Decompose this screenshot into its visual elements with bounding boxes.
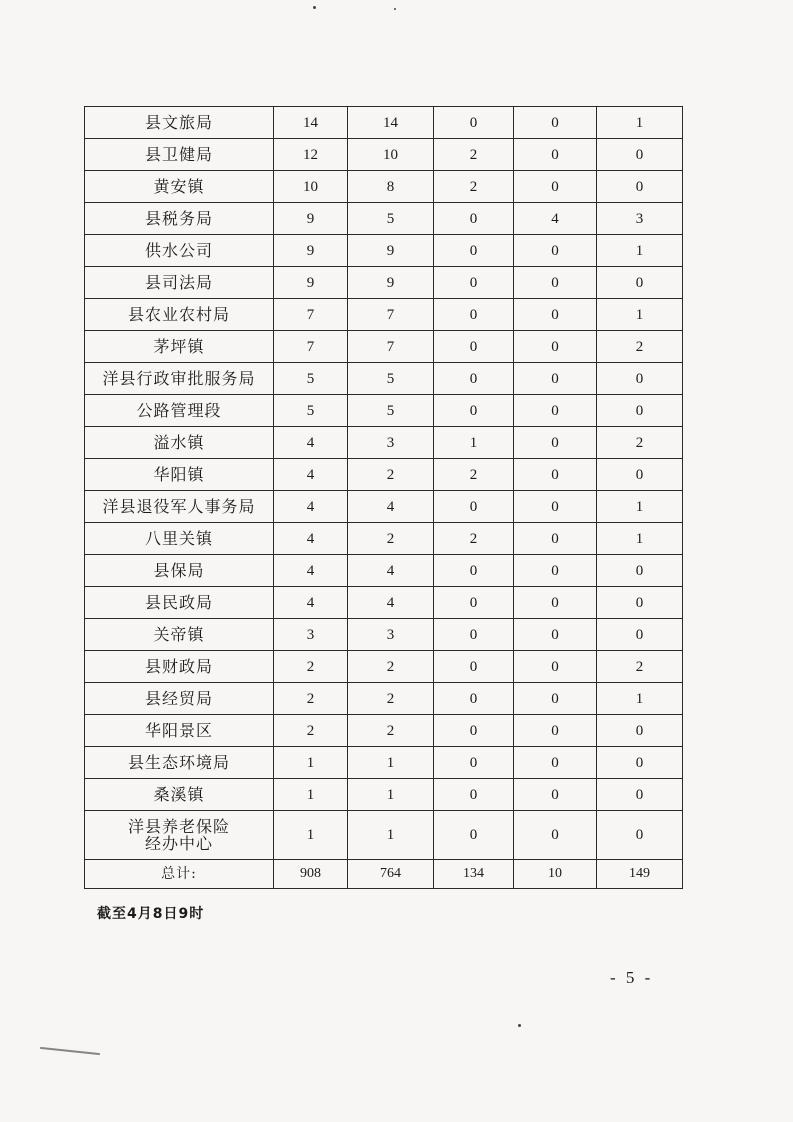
scan-stroke-mark (40, 1047, 100, 1055)
table-row (85, 427, 683, 459)
value-cell-c4: 0 (514, 395, 597, 427)
unit-name-line: 供水公司 (144, 241, 213, 260)
value-cell-c1: 9 (274, 203, 348, 235)
value-cell-c5: 0 (597, 171, 683, 203)
total-row (85, 860, 683, 889)
value-cell-c3: 0 (434, 555, 514, 587)
value-cell-c2: 9 (348, 235, 434, 267)
unit-name-line: 县文旅局 (144, 113, 213, 132)
total-label-cell: 总计: (85, 860, 274, 889)
value-cell-c5: 1 (597, 107, 683, 139)
value-cell-c3: 0 (434, 747, 514, 779)
value-cell-c2: 9 (348, 267, 434, 299)
value-cell-c4: 0 (514, 811, 597, 860)
value-cell-c4: 0 (514, 171, 597, 203)
unit-name-line: 县民政局 (144, 593, 213, 612)
unit-name-line: 洋县行政审批服务局 (102, 369, 256, 388)
unit-name-line: 经办中心 (144, 834, 213, 853)
value-cell-c5: 0 (597, 779, 683, 811)
unit-name-line: 关帝镇 (153, 625, 205, 644)
table-row (85, 395, 683, 427)
value-cell-c3: 0 (434, 491, 514, 523)
value-cell-c1: 14 (274, 107, 348, 139)
value-cell-c1: 1 (274, 747, 348, 779)
cutoff-time-note: 截至4月8日9时 (97, 906, 205, 922)
unit-name-cell (85, 491, 274, 523)
value-cell-c2: 14 (348, 107, 434, 139)
value-cell-c5: 1 (597, 299, 683, 331)
value-cell-c1: 4 (274, 587, 348, 619)
unit-name-cell (85, 651, 274, 683)
unit-name-cell (85, 459, 274, 491)
value-cell-c1: 10 (274, 171, 348, 203)
table-row (85, 715, 683, 747)
total-value-cell-c2: 764 (348, 860, 434, 889)
value-cell-c3: 2 (434, 523, 514, 555)
statistics-table (84, 106, 683, 889)
value-cell-c5: 2 (597, 651, 683, 683)
value-cell-c4: 0 (514, 299, 597, 331)
value-cell-c4: 0 (514, 107, 597, 139)
table-row (85, 747, 683, 779)
value-cell-c3: 0 (434, 651, 514, 683)
unit-name-cell (85, 555, 274, 587)
value-cell-c4: 0 (514, 651, 597, 683)
unit-name-cell (85, 427, 274, 459)
unit-name-line: 洋县养老保险 (127, 817, 230, 836)
value-cell-c4: 0 (514, 331, 597, 363)
value-cell-c1: 4 (274, 523, 348, 555)
table-row (85, 203, 683, 235)
value-cell-c5: 1 (597, 523, 683, 555)
unit-name-line: 华阳景区 (144, 721, 213, 740)
unit-name-line: 茅坪镇 (153, 337, 205, 356)
value-cell-c5: 0 (597, 715, 683, 747)
unit-name-line: 县财政局 (144, 657, 213, 676)
value-cell-c4: 4 (514, 203, 597, 235)
unit-name-line: 县保局 (153, 561, 205, 580)
value-cell-c1: 2 (274, 715, 348, 747)
value-cell-c3: 2 (434, 139, 514, 171)
value-cell-c3: 0 (434, 683, 514, 715)
value-cell-c4: 0 (514, 459, 597, 491)
value-cell-c1: 5 (274, 363, 348, 395)
unit-name-line: 八里关镇 (144, 529, 213, 548)
value-cell-c4: 0 (514, 619, 597, 651)
value-cell-c5: 0 (597, 459, 683, 491)
unit-name-line: 桑溪镇 (153, 785, 205, 804)
unit-name-cell (85, 683, 274, 715)
value-cell-c1: 9 (274, 235, 348, 267)
value-cell-c2: 10 (348, 139, 434, 171)
unit-name-cell (85, 235, 274, 267)
total-value-cell-c4: 10 (514, 860, 597, 889)
value-cell-c1: 4 (274, 491, 348, 523)
value-cell-c2: 7 (348, 331, 434, 363)
value-cell-c4: 0 (514, 715, 597, 747)
table-row (85, 139, 683, 171)
table-row (85, 267, 683, 299)
unit-name-line: 县经贸局 (144, 689, 213, 708)
value-cell-c3: 0 (434, 715, 514, 747)
value-cell-c2: 1 (348, 811, 434, 860)
value-cell-c3: 2 (434, 171, 514, 203)
unit-name-cell (85, 107, 274, 139)
unit-name-cell (85, 523, 274, 555)
value-cell-c3: 0 (434, 331, 514, 363)
value-cell-c5: 1 (597, 491, 683, 523)
unit-name-line: 县司法局 (144, 273, 213, 292)
value-cell-c4: 0 (514, 683, 597, 715)
unit-name-line: 县卫健局 (144, 145, 213, 164)
value-cell-c1: 3 (274, 619, 348, 651)
unit-name-line: 洋县退役军人事务局 (102, 497, 256, 516)
value-cell-c4: 0 (514, 427, 597, 459)
unit-name-line: 县农业农村局 (127, 305, 230, 324)
value-cell-c3: 1 (434, 427, 514, 459)
value-cell-c1: 4 (274, 555, 348, 587)
value-cell-c1: 2 (274, 683, 348, 715)
table-row (85, 811, 683, 860)
value-cell-c3: 2 (434, 459, 514, 491)
value-cell-c5: 0 (597, 395, 683, 427)
value-cell-c3: 0 (434, 811, 514, 860)
table-row (85, 523, 683, 555)
value-cell-c5: 0 (597, 619, 683, 651)
value-cell-c3: 0 (434, 235, 514, 267)
scan-speck (394, 8, 396, 10)
unit-name-cell (85, 779, 274, 811)
unit-name-cell (85, 747, 274, 779)
value-cell-c4: 0 (514, 523, 597, 555)
table-row (85, 683, 683, 715)
value-cell-c3: 0 (434, 267, 514, 299)
unit-name-cell (85, 203, 274, 235)
unit-name-cell (85, 331, 274, 363)
value-cell-c2: 4 (348, 587, 434, 619)
value-cell-c1: 5 (274, 395, 348, 427)
value-cell-c1: 12 (274, 139, 348, 171)
value-cell-c5: 0 (597, 267, 683, 299)
unit-name-line: 华阳镇 (153, 465, 205, 484)
value-cell-c3: 0 (434, 299, 514, 331)
total-value-cell-c1: 908 (274, 860, 348, 889)
value-cell-c5: 0 (597, 139, 683, 171)
table-row (85, 619, 683, 651)
value-cell-c1: 2 (274, 651, 348, 683)
value-cell-c2: 3 (348, 427, 434, 459)
value-cell-c4: 0 (514, 587, 597, 619)
value-cell-c4: 0 (514, 555, 597, 587)
unit-name-cell (85, 139, 274, 171)
value-cell-c2: 2 (348, 651, 434, 683)
value-cell-c5: 1 (597, 683, 683, 715)
value-cell-c3: 0 (434, 619, 514, 651)
value-cell-c2: 8 (348, 171, 434, 203)
table-row (85, 171, 683, 203)
table-row (85, 555, 683, 587)
table-row (85, 779, 683, 811)
value-cell-c4: 0 (514, 139, 597, 171)
value-cell-c2: 4 (348, 555, 434, 587)
value-cell-c4: 0 (514, 235, 597, 267)
value-cell-c2: 5 (348, 203, 434, 235)
unit-name-line: 县生态环境局 (127, 753, 230, 772)
value-cell-c5: 0 (597, 747, 683, 779)
table-row (85, 587, 683, 619)
value-cell-c2: 2 (348, 683, 434, 715)
value-cell-c4: 0 (514, 491, 597, 523)
scan-speck (518, 1024, 521, 1027)
value-cell-c3: 0 (434, 779, 514, 811)
value-cell-c5: 1 (597, 235, 683, 267)
value-cell-c5: 0 (597, 587, 683, 619)
unit-name-cell (85, 587, 274, 619)
value-cell-c2: 2 (348, 523, 434, 555)
unit-name-cell (85, 299, 274, 331)
page-number: - 5 - (610, 968, 654, 987)
value-cell-c2: 2 (348, 459, 434, 491)
unit-name-cell (85, 395, 274, 427)
value-cell-c3: 0 (434, 587, 514, 619)
value-cell-c1: 1 (274, 779, 348, 811)
unit-name-cell (85, 267, 274, 299)
table-row (85, 235, 683, 267)
value-cell-c2: 5 (348, 395, 434, 427)
value-cell-c3: 0 (434, 107, 514, 139)
unit-name-cell (85, 363, 274, 395)
value-cell-c4: 0 (514, 363, 597, 395)
value-cell-c1: 1 (274, 811, 348, 860)
value-cell-c5: 0 (597, 811, 683, 860)
unit-name-cell (85, 811, 274, 860)
value-cell-c2: 5 (348, 363, 434, 395)
value-cell-c3: 0 (434, 203, 514, 235)
table-row (85, 363, 683, 395)
value-cell-c1: 7 (274, 331, 348, 363)
total-value-cell-c5: 149 (597, 860, 683, 889)
total-value-cell-c3: 134 (434, 860, 514, 889)
table-row (85, 107, 683, 139)
table-row (85, 459, 683, 491)
table-row (85, 491, 683, 523)
value-cell-c4: 0 (514, 267, 597, 299)
value-cell-c5: 2 (597, 331, 683, 363)
value-cell-c3: 0 (434, 363, 514, 395)
unit-name-line: 黄安镇 (153, 177, 205, 196)
table-body (85, 107, 683, 889)
value-cell-c1: 7 (274, 299, 348, 331)
unit-name-line: 公路管理段 (136, 401, 222, 420)
scan-speck (313, 6, 316, 9)
value-cell-c3: 0 (434, 395, 514, 427)
value-cell-c1: 9 (274, 267, 348, 299)
value-cell-c2: 1 (348, 779, 434, 811)
table-row (85, 651, 683, 683)
value-cell-c1: 4 (274, 427, 348, 459)
unit-name-line: 县税务局 (144, 209, 213, 228)
value-cell-c5: 0 (597, 555, 683, 587)
unit-name-cell (85, 715, 274, 747)
value-cell-c2: 2 (348, 715, 434, 747)
value-cell-c2: 7 (348, 299, 434, 331)
unit-name-line: 溢水镇 (153, 433, 205, 452)
unit-name-cell (85, 619, 274, 651)
value-cell-c5: 0 (597, 363, 683, 395)
value-cell-c1: 4 (274, 459, 348, 491)
table-row (85, 299, 683, 331)
value-cell-c2: 4 (348, 491, 434, 523)
value-cell-c4: 0 (514, 779, 597, 811)
table-row (85, 331, 683, 363)
value-cell-c5: 3 (597, 203, 683, 235)
value-cell-c2: 1 (348, 747, 434, 779)
value-cell-c5: 2 (597, 427, 683, 459)
value-cell-c2: 3 (348, 619, 434, 651)
unit-name-cell (85, 171, 274, 203)
value-cell-c4: 0 (514, 747, 597, 779)
